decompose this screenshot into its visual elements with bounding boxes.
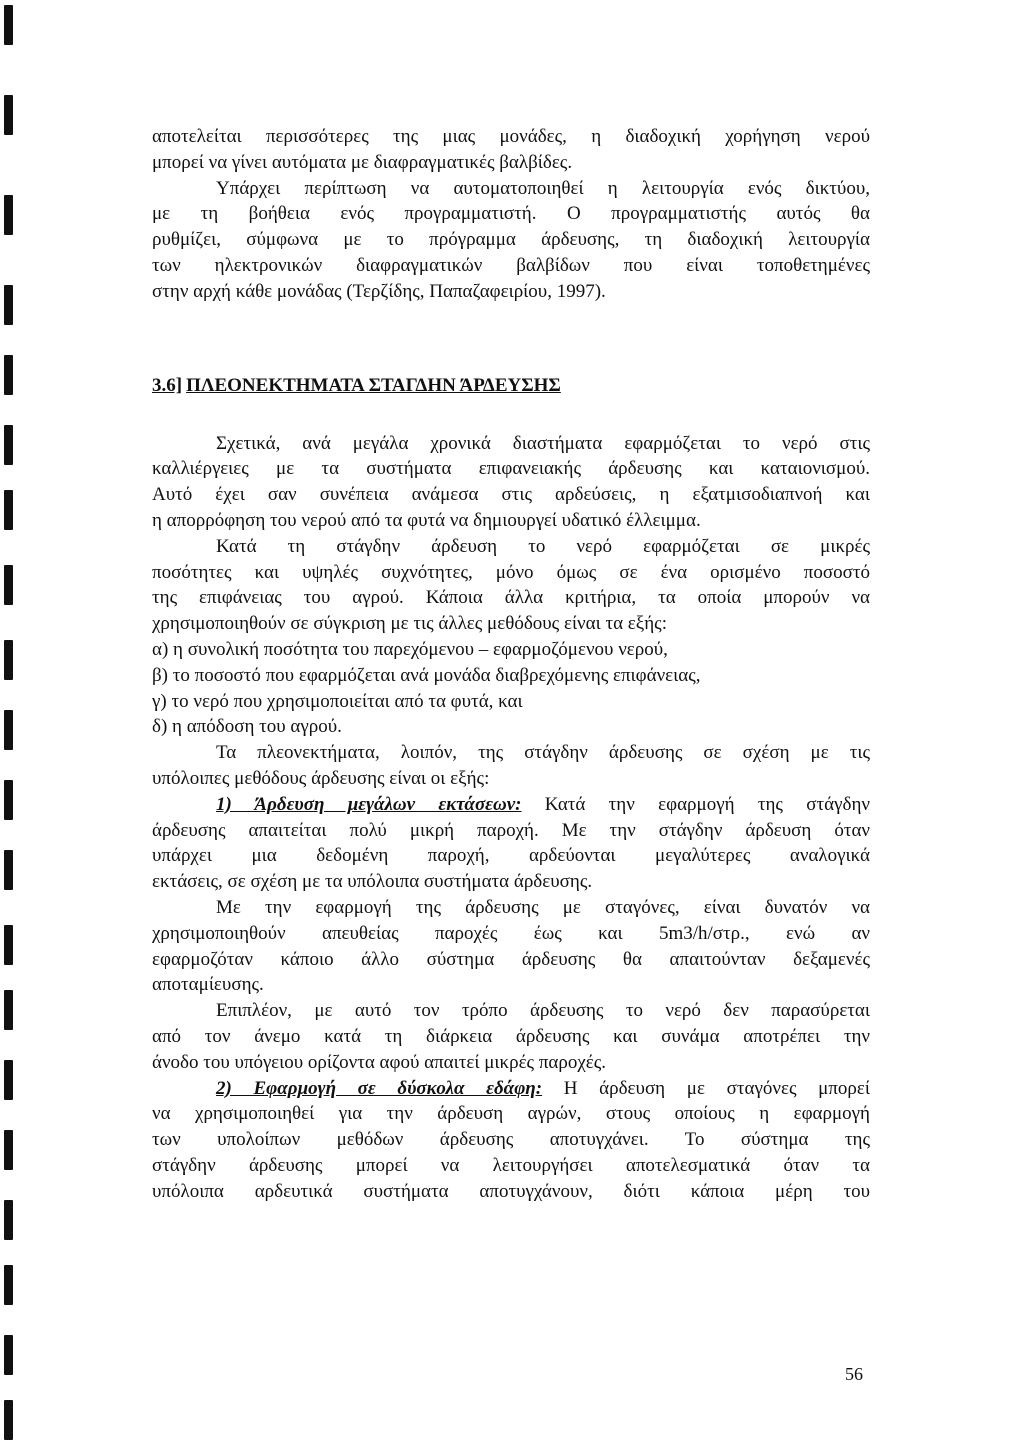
binding-mark — [4, 1060, 13, 1100]
text-line: χρησιμοποιηθούν απευθείας παροχές έως και 5m3/h/στρ., ενώ αν — [152, 922, 870, 944]
text-line: να χρησιμοποιηθεί για την άρδευση αγρών, στους οποίους η εφαρμογή — [152, 1103, 870, 1125]
section-number: 3.6] — [152, 374, 183, 396]
binding-mark — [4, 195, 13, 235]
text-line: στην αρχή κάθε μονάδας (Τερζίδης, Παπαζαφειρίου, 1997). — [152, 280, 606, 302]
text-line: ποσότητες και υψηλές συχνότητες, μόνο όμως σε ένα ορισμένο ποσοστό — [152, 561, 870, 583]
text-line: Κατά τη στάγδην άρδευση το νερό εφαρμόζεται σε μικρές — [216, 535, 870, 557]
text-line: της επιφάνειας του αγρού. Κάποια άλλα κριτήρια, τα οποία μπορούν να — [152, 587, 870, 609]
text-line: υπάρχει μια δεδομένη παροχή, αρδεύονται μεγαλύτερες αναλογικά — [152, 845, 870, 867]
binding-mark — [4, 285, 13, 325]
text-line: με τη βοήθεια ενός προγραμματιστή. Ο προγραμματιστής αυτός θα — [152, 203, 870, 225]
binding-mark — [4, 780, 13, 820]
document-page — [152, 124, 870, 1204]
section-title: ΠΛΕΟΝΕΚΤΗΜΑΤΑ ΣΤΑΓΔΗΝ ΆΡΔΕΥΣΗΣ — [186, 374, 561, 396]
text-line: άνοδο του υπόγειου ορίζοντα αφού απαιτεί μικρές παροχές. — [152, 1051, 607, 1073]
binding-mark — [4, 850, 13, 890]
text-line: υπόλοιπες μεθόδους άρδευσης είναι οι εξής: — [152, 767, 490, 789]
text-line: των ηλεκτρονικών διαφραγματικών βαλβίδων που είναι τοποθετημένες — [152, 254, 870, 276]
binding-mark — [4, 490, 13, 530]
text-line: Με την εφαρμογή της άρδευσης με σταγόνες, είναι δυνατόν να — [216, 896, 870, 918]
text-line: η απορρόφηση του νερού από τα φυτά να δημιουργεί υδατικό έλλειμμα. — [152, 509, 701, 531]
text-line: Αυτό έχει σαν συνέπεια ανάμεσα στις αρδεύσεις, η εξατμισοδιαπνοή και — [152, 484, 870, 506]
list-item: β) το ποσοστό που εφαρμόζεται ανά μονάδα διαβρεχόμενης επιφάνειας, — [152, 664, 701, 686]
text-line: άρδευσης απαιτείται πολύ μικρή παροχή. Με την στάγδην άρδευση όταν — [152, 819, 870, 841]
text-line: Σχετικά, ανά μεγάλα χρονικά διαστήματα εφαρμόζεται το νερό στις — [216, 432, 870, 454]
binding-mark — [4, 1335, 13, 1375]
advantage-2-label: 2) Εφαρμογή σε δύσκολα εδάφη: — [216, 1077, 543, 1099]
intro-paragraph — [152, 124, 870, 305]
binding-mark — [4, 425, 13, 465]
binding-edge — [0, 0, 26, 1450]
binding-mark — [4, 925, 13, 965]
text-line: Υπάρχει περίπτωση να αυτοματοποιηθεί η λειτουργία ενός δικτύου, — [216, 177, 870, 199]
text-line: εκτάσεις, σε σχέση με τα υπόλοιπα συστήματα άρδευσης. — [152, 871, 593, 893]
list-item: γ) το νερό που χρησιμοποιείται από τα φυτά, και — [152, 690, 523, 712]
text-line: μπορεί να γίνει αυτόματα με διαφραγματικές βαλβίδες. — [152, 151, 573, 173]
text-line: των υπολοίπων μεθόδων άρδευσης αποτυγχάνει. Το σύστημα της — [152, 1129, 870, 1151]
binding-mark — [4, 1130, 13, 1170]
section-heading — [152, 373, 870, 399]
advantage-2-line — [152, 1076, 870, 1102]
binding-mark — [4, 990, 13, 1030]
binding-mark — [4, 565, 13, 605]
binding-mark — [4, 1200, 13, 1240]
text-line: υπόλοιπα αρδευτικά συστήματα αποτυγχάνουν, διότι κάποια μέρη του — [152, 1180, 870, 1202]
advantage-1-text: Κατά την εφαρμογή της στάγδην — [521, 793, 870, 815]
binding-mark — [4, 355, 13, 395]
text-line: αποταμίευσης. — [152, 974, 264, 996]
text-line: καλλιέργειες με τα συστήματα επιφανειακής άρδευσης και καταιονισμού. — [152, 458, 870, 480]
text-line: στάγδην άρδευσης μπορεί να λειτουργήσει αποτελεσματικά όταν τα — [152, 1154, 870, 1176]
advantage-1-label: 1) Άρδευση μεγάλων εκτάσεων: — [216, 793, 522, 815]
text-line: ρυθμίζει, σύμφωνα με το πρόγραμμα άρδευσης, τη διαδοχική λειτουργία — [152, 229, 870, 251]
binding-mark — [4, 5, 13, 45]
binding-mark — [4, 640, 13, 680]
binding-mark — [4, 1400, 13, 1440]
text-line: αποτελείται περισσότερες της μιας μονάδες, η διαδοχική χορήγηση νερού — [152, 126, 870, 147]
text-line: εφαρμοζόταν κάποιο άλλο σύστημα άρδευσης θα απαιτούνταν δεξαμενές — [152, 948, 870, 970]
binding-mark — [4, 95, 13, 135]
page-number: 56 — [845, 1364, 863, 1384]
advantage-1-line — [152, 792, 870, 818]
section-body — [152, 431, 870, 1205]
binding-mark — [4, 1265, 13, 1305]
text-line: Τα πλεονεκτήματα, λοιπόν, της στάγδην άρδευσης σε σχέση με τις — [216, 742, 870, 764]
binding-mark — [4, 710, 13, 750]
text-line: Επιπλέον, με αυτό τον τρόπο άρδευσης το νερό δεν παρασύρεται — [216, 1000, 870, 1022]
advantage-2-text: Η άρδευση με σταγόνες μπορεί — [542, 1077, 870, 1099]
list-item: α) η συνολική ποσότητα του παρεχόμενου – εφαρμοζόμενου νερού, — [152, 638, 668, 660]
text-line: από τον άνεμο κατά τη διάρκεια άρδευσης και συνάμα αποτρέπει την — [152, 1025, 870, 1047]
list-item: δ) η απόδοση του αγρού. — [152, 716, 342, 738]
text-line: χρησιμοποιηθούν σε σύγκριση με τις άλλες μεθόδους είναι τα εξής: — [152, 613, 667, 635]
